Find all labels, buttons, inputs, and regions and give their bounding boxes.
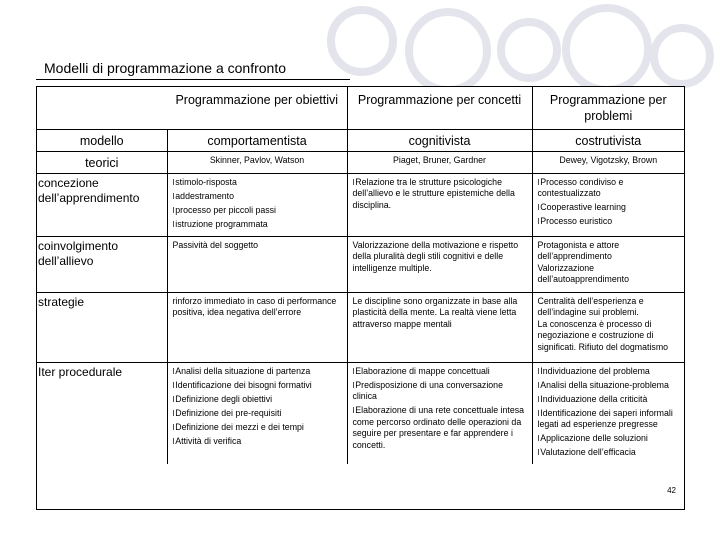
list-item: l Applicazione delle soluzioni [538, 433, 683, 445]
cell-paragraph: Protagonista e attore dell’apprendimento [537, 239, 620, 261]
table-row [37, 129, 684, 151]
row-label-concezione: concezione dell’apprendimento [37, 173, 167, 236]
decorative-ring [562, 4, 652, 94]
list-item: l Processo euristico [538, 216, 683, 228]
row-label-teorici: teorici [37, 151, 167, 173]
table-row [37, 292, 684, 362]
header-obiettivi: Programmazione per obiettivi [175, 93, 339, 107]
list-item: l Individuazione della criticità [538, 394, 683, 406]
cell-paragraph: La conoscenza è processo di negoziazione e costruzione di significati. Rifiuto del dogmatismo [537, 318, 669, 352]
table-cell: costrutivista [532, 129, 684, 151]
decorative-ring [650, 24, 714, 88]
decorative-ring [327, 6, 397, 76]
list-item: l Elaborazione di una rete concettuale intesa come percorso ordinato delle operazioni da seguire per presentare e far apprendere i concetti. [353, 405, 530, 451]
row-label-coinvolgimento: coinvolgimento dell’allievo [37, 236, 167, 292]
table-cell: Skinner, Pavlov, Watson [167, 151, 347, 173]
table-cell: Dewey, Vigotzsky, Brown [532, 151, 684, 173]
header-problemi: Programmazione per problemi [532, 87, 684, 129]
list-item: l Elaborazione di mappe concettuali [353, 366, 530, 378]
page-number: 42 [667, 486, 676, 495]
table-cell: comportamentista [167, 129, 347, 151]
table-cell [532, 292, 684, 362]
table-row [37, 236, 684, 292]
decorative-ring [497, 18, 561, 82]
list-item: l Analisi della situazione di partenza [173, 366, 345, 378]
table-cell: cognitivista [347, 129, 532, 151]
table-cell [167, 173, 347, 236]
table-row [37, 173, 684, 236]
table-cell [167, 362, 347, 464]
cell-paragraph: Valorizzazione dell’autoapprendimento [537, 262, 629, 284]
row-label-modello: modello [37, 129, 167, 151]
list-item: l Attività di verifica [173, 436, 345, 448]
table-cell [347, 173, 532, 236]
header-row [37, 87, 684, 129]
list-item: l Identificazione dei bisogni formativi [173, 380, 345, 392]
row-label-iter: Iter procedurale [37, 362, 167, 464]
row-label-strategie: strategie [37, 292, 167, 362]
table-row [37, 151, 684, 173]
table-cell [347, 362, 532, 464]
list-item: l Processo condiviso e contestualizzato [538, 177, 683, 200]
list-item: l Identificazione dei saperi informali legati ad esperienze pregresse [538, 408, 683, 431]
list-item: l Valutazione dell’efficacia [538, 447, 683, 459]
list-item: l Individuazione del problema [538, 366, 683, 378]
slide-title: Modelli di programmazione a confronto [44, 60, 287, 76]
table-cell: Piaget, Bruner, Gardner [347, 151, 532, 173]
list-item: l Definizione degli obiettivi [173, 394, 345, 406]
table-cell [532, 362, 684, 464]
list-item: l processo per piccoli passi [173, 205, 345, 217]
list-item: l Cooperastive learning [538, 202, 683, 214]
list-item: l Predisposizione di una conversazione clinica [353, 380, 530, 403]
list-item: l Definizione dei pre-requisiti [173, 408, 345, 420]
table-cell: Passività del soggetto [167, 236, 347, 292]
comparison-table [36, 86, 685, 510]
table-cell [532, 236, 684, 292]
list-item: l Definizione dei mezzi e dei tempi [173, 422, 345, 434]
table-cell: Le discipline sono organizzate in base alla plasticità della mente. La realtà viene letta attraverso mappe mentali [347, 292, 532, 362]
list-item: l Analisi della situazione-problema [538, 380, 683, 392]
header-concetti: Programmazione per concetti [347, 87, 532, 129]
table-row [37, 362, 684, 464]
title-divider [36, 79, 350, 80]
table-cell: Valorizzazione della motivazione e rispetto della pluralità degli stili cognitivi e delle intelligenze multiple. [347, 236, 532, 292]
list-item: l Relazione tra le strutture psicologiche dell’allievo e le strutture epistemiche della disciplina. [353, 177, 530, 212]
list-item: l istruzione programmata [173, 219, 345, 231]
list-item: l stimolo-risposta [173, 177, 345, 189]
list-item: l addestramento [173, 191, 345, 203]
table-cell [532, 173, 684, 236]
table-cell: rinforzo immediato in caso di performance positiva, idea negativa dell’errore [167, 292, 347, 362]
cell-paragraph: Centralità dell’esperienza e dell’indagine sui problemi. [537, 295, 644, 317]
header-empty-cell [37, 87, 167, 129]
decorative-ring [405, 8, 491, 94]
